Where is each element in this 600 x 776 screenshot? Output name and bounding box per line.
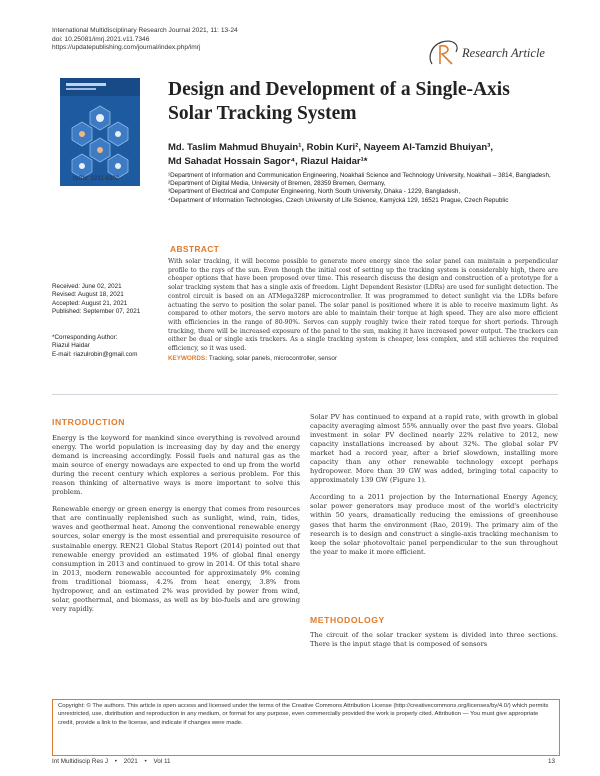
article-type: Research Article bbox=[462, 46, 545, 60]
footer-journal: Int Multidiscip Res J bbox=[52, 758, 108, 765]
abstract-text: With solar tracking, it will become possible to generate more energy since the solar panel can maintain a perpendicular profile to the rays of the sun. Even though the initial cost of setting up the tracking system is considerably high, there are cheaper options that have been proposed over time. This research discuss the design and construction of a prototype for a solar tracking system that has a single axis of freedom. Light Dependent Resistor (LDRs) are used for sunlight detection. The control circuit is based on an ATMega328P microcontroller. It was programmed to detect sunlight via the LDRs before actuating the servo to position the solar panel. The solar panel is positioned where it is able to receive maximum light. As compared to other motors, the servo motors are able to maintain their torque at high speed. They are also more efficient with efficiencies in the range of 80-90%. Servos can supply roughly twice their rated torque for short periods. Through tracking, there will be increased exposure of the panel to the sun, making it have increased power output. The trackers can either be dual or single axis trackers. As a single tracking system is cheaper, less complex, and still achieves the required efficiency, so it was used. bbox=[168, 258, 558, 353]
corresponding-name: Riazul Haidar bbox=[52, 342, 90, 350]
published-date: Published: September 07, 2021 bbox=[52, 307, 141, 315]
affiliation: ³Department of Electrical and Computer Engineering, North South University, Dhaka - 1229, Bangladesh, bbox=[168, 188, 461, 196]
keywords-list: Tracking, solar panels, microcontroller, sensor bbox=[208, 355, 338, 362]
abstract-heading: ABSTRACT bbox=[170, 244, 220, 254]
methodology-text bbox=[310, 631, 558, 657]
footer-citation bbox=[52, 758, 171, 765]
journal-line: International Multidisciplinary Research Journal 2021, 11: 13-24 bbox=[52, 27, 238, 34]
right-column bbox=[310, 413, 558, 565]
corresponding-email[interactable]: E-mail: riazulrobin@gmail.com bbox=[52, 350, 138, 358]
introduction-heading: INTRODUCTION bbox=[52, 417, 126, 427]
paragraph: According to a 2011 projection by the International Energy Agency, solar power generators may produce most of the world's electricity within 50 years, dramatically reducing the emissions of greenhouse gases that harm the environment (Rao, 2019). The primary aim of the research is to design and construct a single-axis tracking mechanism to keep the solar photovoltaic panel perpendicular to the sun throughout the year to make it more efficient. bbox=[310, 493, 558, 556]
affiliation: ⁴Department of Information Technologies, Czech University of Life Science, Kamýcká 129, 16521 Prague, Czech Republic bbox=[168, 196, 509, 204]
footer-separator: • bbox=[114, 758, 117, 765]
keywords bbox=[168, 355, 558, 362]
section-divider bbox=[52, 394, 558, 395]
accepted-date: Accepted: August 21, 2021 bbox=[52, 299, 128, 307]
article-title: Design and Development of a Single-Axis Solar Tracking System bbox=[168, 79, 510, 124]
affiliations bbox=[168, 172, 558, 205]
article-dates bbox=[52, 283, 140, 316]
footer-year: 2021 bbox=[123, 758, 138, 765]
paragraph: Solar PV has continued to expand at a rapid rate, with growth in global capacity averaging almost 55% annually over the past five years. Global investment in solar PV declined nearly 22% relative to 2012, new capacity installations increased by about 32%. The global solar PV market had a record year, after a brief slowdown, installing more capacity than any other renewable technology except perhaps hydropower. More than 39 GW was added, bringing total capacity to approximately 139 GW (Figure 1). bbox=[310, 413, 558, 485]
cover-art bbox=[60, 78, 140, 186]
copyright-text: Copyright: © The authors. This article is open access and licensed under the terms of the Creative Commons Attribution License (http://creativecommons.org/licenses/by/4.0/) which permits unrestricted, use, distribution and reproduction in any medium, or format for any purpose, even commercially provided the work is properly cited. Attribution — You must give appropriate credit, provide a link to the license, and indicate if changes were made. bbox=[58, 703, 549, 726]
paragraph: The circuit of the solar tracker system is divided into three sections. There is the input stage that is composed of sensors bbox=[310, 631, 558, 649]
left-column bbox=[52, 434, 300, 622]
methodology-heading: METHODOLOGY bbox=[310, 615, 385, 625]
revised-date: Revised: August 18, 2021 bbox=[52, 291, 124, 299]
article-type-logo-icon bbox=[426, 38, 462, 68]
paragraph: Energy is the keyword for mankind since everything is revolved around energy. The world population is increasing day by day and the energy demand is increasing accordingly. Fossil fuels and natural gas as the main source of energy nowadays are expected to end up from the world during the recent century which explores a serious problem. For this reason thinking of alternative ways is more important to solve this problem. bbox=[52, 434, 300, 497]
journal-cover-image bbox=[60, 78, 140, 186]
page-number: 13 bbox=[548, 758, 556, 765]
url-line[interactable]: https://updatepublishing.com/journal/index.php/imrj bbox=[52, 44, 201, 52]
journal-meta bbox=[52, 27, 238, 53]
issn: ISSN: 2231-6302 bbox=[73, 176, 120, 182]
paragraph: Renewable energy or green energy is energy that comes from resources that are continually replenished such as sunlight, wind, rain, tides, waves and geothermal heat. Among the conventional renewable energy sources, solar energy is the most essential and prerequisite resource of sustainable energy. REN21 Global Status Report (2014) pointed out that renewable energy provided an estimated 19% of global final energy consumption in 2013 and continued to grow in 2014. Of this total share in 2013, modern renewable accounted for approximately 9% coming from traditional biomass, 4.2% from heat energy, 3.8% from hydropower, and an estimated 2% was provided by power from wind, solar, geothermal, and biomass, as well as by bio-fuels and are growing very rapidly. bbox=[52, 505, 300, 613]
doi-line[interactable]: doi: 10.25081/imrj.2021.v11.7346 bbox=[52, 35, 150, 43]
affiliation: ¹Department of Information and Communication Engineering, Noakhali Science and Technology University, Noakhali – 3814, Bangladesh, ²Department of Digital Media, University of Bremen, 28359 Bremen, Germany, bbox=[168, 172, 551, 188]
author-list bbox=[168, 141, 558, 168]
corresponding-label: *Corresponding Author: bbox=[52, 334, 118, 341]
received-date: Received: June 02, 2021 bbox=[52, 283, 122, 290]
author-line: Md Sahadat Hossain Sagor⁴, Riazul Haidar¹* bbox=[168, 155, 368, 167]
footer-separator: • bbox=[144, 758, 147, 765]
footer-volume: Vol 11 bbox=[153, 758, 171, 765]
footer-rule bbox=[52, 755, 558, 756]
keywords-label: KEYWORDS: bbox=[168, 355, 208, 362]
author-line: Md. Taslim Mahmud Bhuyain¹, Robin Kuri², Nayeem Al-Tamzid Bhuiyan³, bbox=[168, 142, 493, 153]
corresponding-author bbox=[52, 334, 137, 359]
